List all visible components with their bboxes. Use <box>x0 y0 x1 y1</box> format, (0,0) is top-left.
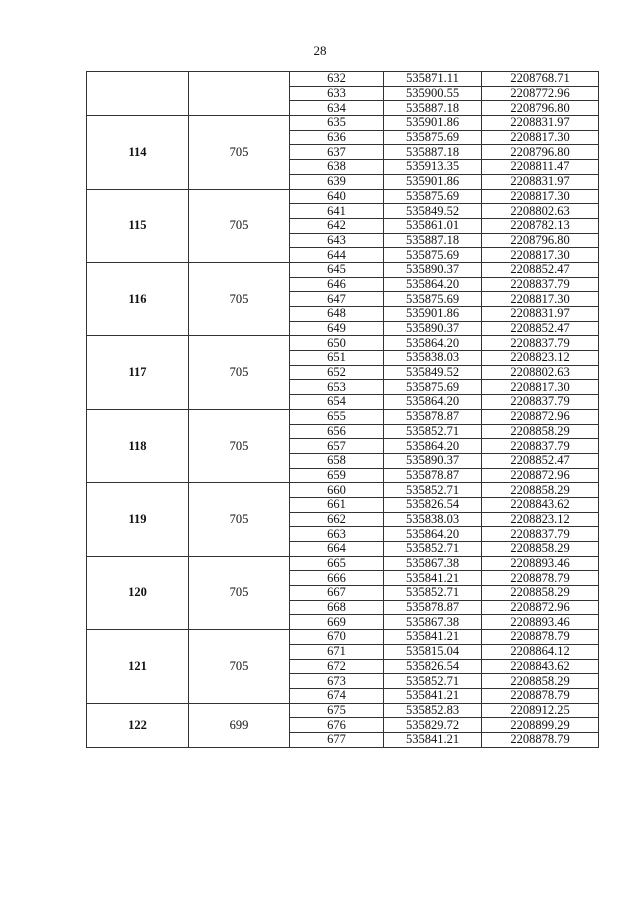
point-number-cell: 671 <box>290 644 384 659</box>
table-row <box>87 116 599 131</box>
table-row <box>87 336 599 351</box>
point-number-cell: 640 <box>290 189 384 204</box>
x-coordinate-cell: 535826.54 <box>384 659 482 674</box>
y-coordinate-cell: 2208768.71 <box>482 72 599 87</box>
area-cell: 705 <box>189 409 290 482</box>
y-coordinate-cell: 2208796.80 <box>482 233 599 248</box>
point-number-cell: 662 <box>290 512 384 527</box>
x-coordinate-cell: 535867.38 <box>384 615 482 630</box>
y-coordinate-cell: 2208782.13 <box>482 218 599 233</box>
y-coordinate-cell: 2208831.97 <box>482 174 599 189</box>
point-number-cell: 646 <box>290 277 384 292</box>
table-row <box>87 409 599 424</box>
point-number-cell: 658 <box>290 453 384 468</box>
area-cell: 705 <box>189 262 290 335</box>
point-number-cell: 650 <box>290 336 384 351</box>
point-number-cell: 632 <box>290 72 384 87</box>
table-row <box>87 703 599 718</box>
block-number-cell <box>87 72 189 116</box>
point-number-cell: 666 <box>290 571 384 586</box>
point-number-cell: 633 <box>290 86 384 101</box>
area-cell: 705 <box>189 630 290 703</box>
point-number-cell: 663 <box>290 527 384 542</box>
x-coordinate-cell: 535875.69 <box>384 380 482 395</box>
block-number-cell: 116 <box>87 262 189 335</box>
x-coordinate-cell: 535849.52 <box>384 204 482 219</box>
point-number-cell: 668 <box>290 600 384 615</box>
block-number-cell: 121 <box>87 630 189 703</box>
table-row <box>87 483 599 498</box>
point-number-cell: 665 <box>290 556 384 571</box>
table-row <box>87 72 599 87</box>
area-cell: 705 <box>189 116 290 189</box>
point-number-cell: 652 <box>290 365 384 380</box>
y-coordinate-cell: 2208852.47 <box>482 453 599 468</box>
y-coordinate-cell: 2208837.79 <box>482 527 599 542</box>
y-coordinate-cell: 2208837.79 <box>482 277 599 292</box>
coordinates-table-body <box>87 72 599 748</box>
point-number-cell: 655 <box>290 409 384 424</box>
y-coordinate-cell: 2208796.80 <box>482 101 599 116</box>
x-coordinate-cell: 535875.69 <box>384 248 482 263</box>
x-coordinate-cell: 535864.20 <box>384 527 482 542</box>
point-number-cell: 654 <box>290 395 384 410</box>
block-number-cell: 119 <box>87 483 189 556</box>
area-cell <box>189 72 290 116</box>
block-number-cell: 115 <box>87 189 189 262</box>
point-number-cell: 675 <box>290 703 384 718</box>
y-coordinate-cell: 2208817.30 <box>482 130 599 145</box>
y-coordinate-cell: 2208858.29 <box>482 542 599 557</box>
x-coordinate-cell: 535841.21 <box>384 688 482 703</box>
x-coordinate-cell: 535852.71 <box>384 674 482 689</box>
x-coordinate-cell: 535901.86 <box>384 174 482 189</box>
x-coordinate-cell: 535852.83 <box>384 703 482 718</box>
x-coordinate-cell: 535849.52 <box>384 365 482 380</box>
point-number-cell: 638 <box>290 160 384 175</box>
y-coordinate-cell: 2208843.62 <box>482 497 599 512</box>
table-row <box>87 630 599 645</box>
x-coordinate-cell: 535852.71 <box>384 424 482 439</box>
area-cell: 699 <box>189 703 290 747</box>
x-coordinate-cell: 535890.37 <box>384 321 482 336</box>
point-number-cell: 651 <box>290 351 384 366</box>
y-coordinate-cell: 2208878.79 <box>482 732 599 747</box>
y-coordinate-cell: 2208878.79 <box>482 688 599 703</box>
point-number-cell: 659 <box>290 468 384 483</box>
y-coordinate-cell: 2208817.30 <box>482 248 599 263</box>
point-number-cell: 645 <box>290 262 384 277</box>
y-coordinate-cell: 2208817.30 <box>482 189 599 204</box>
coordinates-table <box>86 71 599 748</box>
y-coordinate-cell: 2208864.12 <box>482 644 599 659</box>
y-coordinate-cell: 2208802.63 <box>482 204 599 219</box>
x-coordinate-cell: 535887.18 <box>384 101 482 116</box>
block-number-cell: 117 <box>87 336 189 409</box>
block-number-cell: 118 <box>87 409 189 482</box>
x-coordinate-cell: 535878.87 <box>384 600 482 615</box>
point-number-cell: 664 <box>290 542 384 557</box>
point-number-cell: 647 <box>290 292 384 307</box>
table-row <box>87 556 599 571</box>
area-cell: 705 <box>189 336 290 409</box>
x-coordinate-cell: 535887.18 <box>384 145 482 160</box>
y-coordinate-cell: 2208872.96 <box>482 409 599 424</box>
point-number-cell: 637 <box>290 145 384 160</box>
y-coordinate-cell: 2208843.62 <box>482 659 599 674</box>
y-coordinate-cell: 2208858.29 <box>482 483 599 498</box>
point-number-cell: 641 <box>290 204 384 219</box>
y-coordinate-cell: 2208796.80 <box>482 145 599 160</box>
point-number-cell: 672 <box>290 659 384 674</box>
x-coordinate-cell: 535864.20 <box>384 277 482 292</box>
x-coordinate-cell: 535841.21 <box>384 732 482 747</box>
x-coordinate-cell: 535815.04 <box>384 644 482 659</box>
block-number-cell: 122 <box>87 703 189 747</box>
x-coordinate-cell: 535878.87 <box>384 468 482 483</box>
y-coordinate-cell: 2208837.79 <box>482 395 599 410</box>
y-coordinate-cell: 2208899.29 <box>482 718 599 733</box>
y-coordinate-cell: 2208823.12 <box>482 351 599 366</box>
y-coordinate-cell: 2208831.97 <box>482 116 599 131</box>
x-coordinate-cell: 535901.86 <box>384 116 482 131</box>
x-coordinate-cell: 535890.37 <box>384 453 482 468</box>
y-coordinate-cell: 2208878.79 <box>482 630 599 645</box>
x-coordinate-cell: 535867.38 <box>384 556 482 571</box>
point-number-cell: 676 <box>290 718 384 733</box>
x-coordinate-cell: 535826.54 <box>384 497 482 512</box>
point-number-cell: 642 <box>290 218 384 233</box>
y-coordinate-cell: 2208837.79 <box>482 439 599 454</box>
point-number-cell: 657 <box>290 439 384 454</box>
point-number-cell: 660 <box>290 483 384 498</box>
y-coordinate-cell: 2208811.47 <box>482 160 599 175</box>
point-number-cell: 670 <box>290 630 384 645</box>
y-coordinate-cell: 2208772.96 <box>482 86 599 101</box>
x-coordinate-cell: 535841.21 <box>384 571 482 586</box>
y-coordinate-cell: 2208802.63 <box>482 365 599 380</box>
y-coordinate-cell: 2208878.79 <box>482 571 599 586</box>
point-number-cell: 639 <box>290 174 384 189</box>
y-coordinate-cell: 2208837.79 <box>482 336 599 351</box>
y-coordinate-cell: 2208872.96 <box>482 468 599 483</box>
area-cell: 705 <box>189 483 290 556</box>
x-coordinate-cell: 535838.03 <box>384 512 482 527</box>
x-coordinate-cell: 535838.03 <box>384 351 482 366</box>
y-coordinate-cell: 2208817.30 <box>482 292 599 307</box>
x-coordinate-cell: 535852.71 <box>384 586 482 601</box>
page-number: 28 <box>313 43 327 58</box>
x-coordinate-cell: 535871.11 <box>384 72 482 87</box>
y-coordinate-cell: 2208858.29 <box>482 674 599 689</box>
y-coordinate-cell: 2208852.47 <box>482 321 599 336</box>
block-number-cell: 120 <box>87 556 189 629</box>
x-coordinate-cell: 535878.87 <box>384 409 482 424</box>
y-coordinate-cell: 2208893.46 <box>482 615 599 630</box>
y-coordinate-cell: 2208858.29 <box>482 586 599 601</box>
x-coordinate-cell: 535890.37 <box>384 262 482 277</box>
x-coordinate-cell: 535852.71 <box>384 542 482 557</box>
y-coordinate-cell: 2208831.97 <box>482 307 599 322</box>
point-number-cell: 648 <box>290 307 384 322</box>
x-coordinate-cell: 535829.72 <box>384 718 482 733</box>
point-number-cell: 669 <box>290 615 384 630</box>
point-number-cell: 677 <box>290 732 384 747</box>
point-number-cell: 634 <box>290 101 384 116</box>
x-coordinate-cell: 535900.55 <box>384 86 482 101</box>
point-number-cell: 653 <box>290 380 384 395</box>
point-number-cell: 644 <box>290 248 384 263</box>
x-coordinate-cell: 535901.86 <box>384 307 482 322</box>
point-number-cell: 656 <box>290 424 384 439</box>
table-row <box>87 262 599 277</box>
x-coordinate-cell: 535852.71 <box>384 483 482 498</box>
point-number-cell: 635 <box>290 116 384 131</box>
area-cell: 705 <box>189 189 290 262</box>
y-coordinate-cell: 2208893.46 <box>482 556 599 571</box>
x-coordinate-cell: 535875.69 <box>384 189 482 204</box>
x-coordinate-cell: 535887.18 <box>384 233 482 248</box>
point-number-cell: 636 <box>290 130 384 145</box>
x-coordinate-cell: 535875.69 <box>384 130 482 145</box>
area-cell: 705 <box>189 556 290 629</box>
point-number-cell: 673 <box>290 674 384 689</box>
y-coordinate-cell: 2208872.96 <box>482 600 599 615</box>
y-coordinate-cell: 2208823.12 <box>482 512 599 527</box>
x-coordinate-cell: 535913.35 <box>384 160 482 175</box>
x-coordinate-cell: 535864.20 <box>384 395 482 410</box>
x-coordinate-cell: 535875.69 <box>384 292 482 307</box>
point-number-cell: 674 <box>290 688 384 703</box>
block-number-cell: 114 <box>87 116 189 189</box>
y-coordinate-cell: 2208852.47 <box>482 262 599 277</box>
x-coordinate-cell: 535864.20 <box>384 439 482 454</box>
x-coordinate-cell: 535864.20 <box>384 336 482 351</box>
point-number-cell: 661 <box>290 497 384 512</box>
x-coordinate-cell: 535841.21 <box>384 630 482 645</box>
y-coordinate-cell: 2208858.29 <box>482 424 599 439</box>
point-number-cell: 643 <box>290 233 384 248</box>
table-row <box>87 189 599 204</box>
point-number-cell: 667 <box>290 586 384 601</box>
point-number-cell: 649 <box>290 321 384 336</box>
x-coordinate-cell: 535861.01 <box>384 218 482 233</box>
y-coordinate-cell: 2208912.25 <box>482 703 599 718</box>
y-coordinate-cell: 2208817.30 <box>482 380 599 395</box>
